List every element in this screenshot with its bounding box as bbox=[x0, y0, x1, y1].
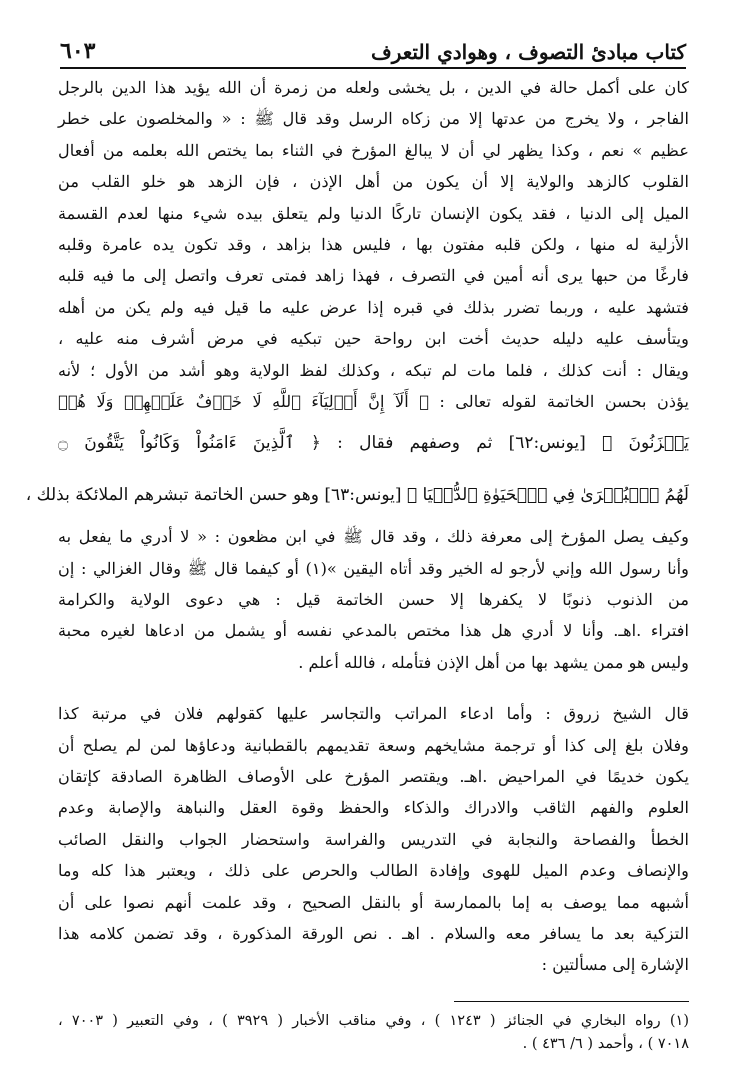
running-title: كتاب مبادئ التصوف ، وهوادي التعرف bbox=[371, 40, 686, 64]
text-line: عظيم » نعم ، وكذا يظهر لي أن لا يبالغ المؤرخ في الثناء بما يختص الله بعلمه من أفعال bbox=[58, 140, 689, 160]
quran-line: لَهُمُ ٱلۡبُشۡرَىٰ فِي ٱلۡحَيَوٰةِ ٱلدُّنۡيَا ﴾ [يونس:٦٣] وهو حسن الخاتمة تبشرهم الملائكة بذلك ، bbox=[25, 485, 689, 506]
text-line: الميل إلى الدنيا ، فقد يكون الإنسان تاركًا الدنيا ولم يتعلق بيده شيء منها لعدم القسمة bbox=[58, 203, 689, 223]
text-line: والإنصاف وعدم الميل للهوى وإفادة الطالب والحرص على ذلك ، ويعتبر هذا كله وما bbox=[58, 861, 689, 881]
footnote-line: ٧٠١٨ ) ، وأحمد ( ٦/ ٤٣٦ ) . bbox=[522, 1036, 689, 1052]
text-line: وليس هو ممن يشهد بها من أهل الإذن فتأمله ، فالله أعلم . bbox=[298, 652, 689, 672]
text-line: ويقال : أنت كذلك ، فلما مات لم تبكه ، وكذلك لفظ الولاية وهو أشد من الأول ؛ لأنه bbox=[58, 360, 689, 380]
page-number: ٦٠٣ bbox=[60, 38, 96, 64]
text-line: كان على أكمل حالة في الدين ، بل يخشى ولعله من زمرة أن الله يؤيد هذا الدين بالرجل bbox=[58, 78, 689, 97]
text-line: وأنا رسول الله وإني لأرجو له الخير وقد أتاه اليقين »(١) أو كيفما قال ﷺ وقال الغزالي : إن bbox=[58, 558, 689, 578]
text-line: أشبهه مما يوصف به إما بالممارسة أو بالنقل الصحيح ، وقد علمت أنهم نصوا على أن bbox=[58, 892, 689, 912]
footnote-line: (١) رواه البخاري في الجنائز ( ١٢٤٣ ) ، وفي مناقب الأخبار ( ٣٩٢٩ ) ، وفي التعبير ( ٧٠٠٣ ، bbox=[58, 1013, 689, 1029]
text-line: ويتأسف عليه دليله حديث أخت ابن رواحة حين تبكيه في مرض أشرف منه عليه ، bbox=[58, 329, 689, 349]
quran-line: يَحۡزَنُونَ ﴾ [يونس:٦٢] ثم وصفهم فقال : ﴿ ٱلَّذِينَ ءَامَنُواْ وَكَانُواْ يَتَّقُونَ ۝ bbox=[58, 433, 689, 454]
text-line: وكيف يصل المؤرخ إلى معرفة ذلك ، وقد قال ﷺ في ابن مظعون : « لا أدري ما يفعل به bbox=[58, 527, 689, 547]
text-line: الخطأ والفصاحة والنجابة في التدريس والفراسة واستحضار الجواب والنقل الصائب bbox=[58, 829, 689, 849]
text-line: الإشارة إلى مسألتين : bbox=[541, 955, 689, 975]
page-header bbox=[60, 30, 686, 69]
text-line: وفلان بلغ إلى كذا أو ترجمة مشايخهم وسعة تقديمهم بالقطبانية ودعاؤها لمن لم يصلح أن bbox=[58, 735, 689, 755]
text-line: الفاجر ، ولا يخرج من عدتها إلا من زكاه الرسل وقد قال ﷺ : « والمخلصون على خطر bbox=[58, 109, 689, 129]
text-line: الأزلية له منها ، ولكن قلبه مفتون بها ، فليس هذا بزاهد ، وقد تكون يده عامرة وقلبه bbox=[58, 234, 689, 254]
text-line: العلوم والفهم الثاقب والادراك والذكاء والحفظ وقوة العقل والنباهة والإصابة وعدم bbox=[58, 798, 689, 818]
text-line: يؤذن بحسن الخاتمة لقوله تعالى : ﴿ أَلَآ إِنَّ أَوۡلِيَآءَ ٱللَّهِ لَا خَوۡفٌ عَلَيۡهِمۡ وَلَا هُمۡ bbox=[58, 391, 689, 411]
text-line: من الذنوب ذنوبًا لا يكفرها إلا حسن الخاتمة قيل : هي دعوى الولاية والكرامة bbox=[58, 590, 689, 610]
footnote bbox=[58, 1010, 689, 1056]
main-text bbox=[25, 72, 689, 981]
footnote-divider bbox=[454, 1001, 689, 1002]
text-line: افتراء .اهـ. وأنا لا أدري هل هذا مختص بالمدعي نفسه أو يشمل من ادعاها لغيره محبة bbox=[58, 621, 689, 641]
text-line: قال الشيخ زروق : وأما ادعاء المراتب والتجاسر عليها كقولهم فلان في مرتبة كذا bbox=[58, 704, 689, 724]
text-line: فارغًا من حبها يرى أنه أمين في التصرف ، فهذا زاهد فمتى تعرف واتصل إلى ما فيه قلبه bbox=[58, 266, 689, 286]
text-line: القلوب كالزهد والولاية إلا أن يكون من أهل الإذن ، فإن الزهد هو خلو القلب من bbox=[58, 172, 689, 192]
text-line: فتشهد عليه ، وربما تضرر بذلك في قبره إذا عرض عليه ما قيل فيه ولم يكن من أهله bbox=[58, 297, 689, 317]
text-line: التزكية بعد ما يسافر معه والسلام . اهـ . نص الورقة المذكورة ، وقد تضمن كلامه هذا bbox=[58, 923, 689, 943]
text-line: يكون خديمًا في المراحيض .اهـ. ويقتصر المؤرخ على الأوصاف الظاهرة الصادقة كإتقان bbox=[58, 767, 689, 787]
